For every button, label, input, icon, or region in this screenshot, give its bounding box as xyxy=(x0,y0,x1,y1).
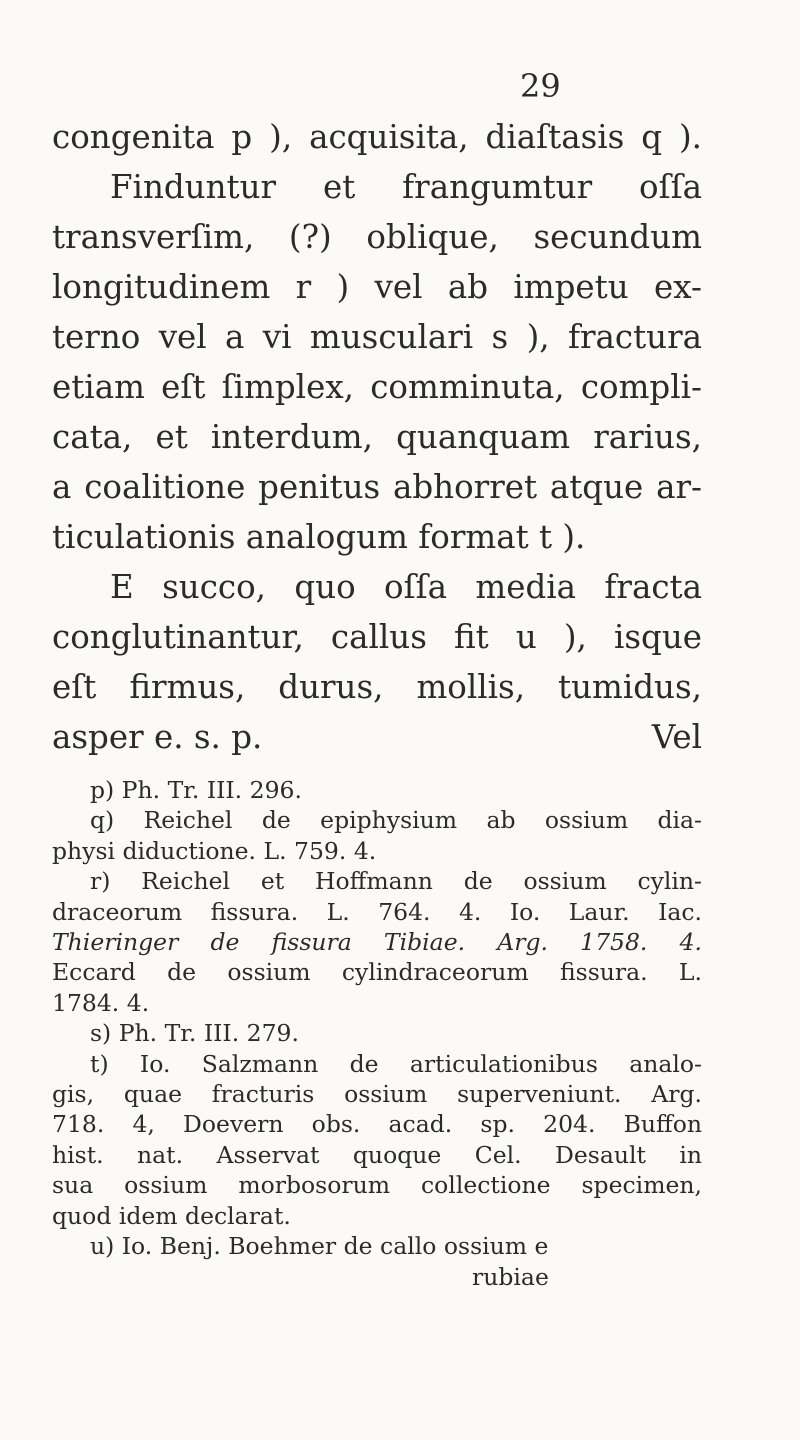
footnote-line: Thieringer de fissura Tibiae. Arg. 1758. 4. xyxy=(52,928,702,957)
footnote-line: 718. 4, Doevern obs. acad. sp. 204. Buffon xyxy=(52,1110,702,1139)
footnote-line: 1784. 4. xyxy=(52,988,150,1017)
main-text xyxy=(52,112,702,762)
footnote-line: r) Reichel et Hoffmann de ossium cylin- xyxy=(90,867,702,896)
catchword: Vel xyxy=(651,718,702,756)
text-line: E succo, quo oſſa media fracta xyxy=(110,568,702,606)
text-line: terno vel a vi musculari s ), fractura xyxy=(52,318,702,356)
text-line: ticulationis analogum format t ). xyxy=(52,518,586,556)
text-line: Finduntur et frangumtur oſſa xyxy=(110,168,702,206)
text-line: longitudinem r ) vel ab impetu ex- xyxy=(52,268,702,306)
text-line: conglutinantur, callus fit u ), isque xyxy=(52,618,702,656)
footnote-line: rubiae xyxy=(472,1262,549,1291)
footnote-line: draceorum fissura. L. 764. 4. Io. Laur. Iac. xyxy=(52,897,702,926)
footnote-line: t) Io. Salzmann de articulationibus analo- xyxy=(90,1049,702,1078)
text-line: a coalitione penitus abhorret atque ar- xyxy=(52,468,702,506)
footnote-line: quod idem declarat. xyxy=(52,1201,291,1230)
footnote-line: s) Ph. Tr. III. 279. xyxy=(90,1019,299,1048)
footnote-line: physi diductione. L. 759. 4. xyxy=(52,836,377,865)
text-line: eſt firmus, durus, mollis, tumidus, xyxy=(52,668,702,706)
footnote-line: gis, quae fracturis ossium superveniunt. Arg. xyxy=(52,1080,702,1109)
footnotes xyxy=(52,775,702,1292)
footnote-line: p) Ph. Tr. III. 296. xyxy=(90,776,302,804)
page-number: 29 xyxy=(520,67,561,105)
footnote-line: Eccard de ossium cylindraceorum fissura. L. xyxy=(52,958,702,987)
text-line: transverſim, (?) oblique, secundum xyxy=(52,218,702,256)
footnote-line: q) Reichel de epiphysium ab ossium dia- xyxy=(90,806,702,835)
text-line-content: asper e. s. p. xyxy=(52,718,263,756)
text-line: etiam eſt ſimplex, comminuta, compli- xyxy=(52,368,702,406)
footnote-line: sua ossium morbosorum collectione specimen, xyxy=(52,1171,702,1200)
footnote-line: u) Io. Benj. Boehmer de callo ossium e xyxy=(90,1232,549,1261)
text-line: congenita p ), acquisita, diaſtasis q ). xyxy=(52,118,702,156)
text-line: cata, et interdum, quanquam rarius, xyxy=(52,418,702,456)
footnote-line: hist. nat. Asservat quoque Cel. Desault in xyxy=(52,1140,702,1169)
text-line xyxy=(52,712,702,762)
